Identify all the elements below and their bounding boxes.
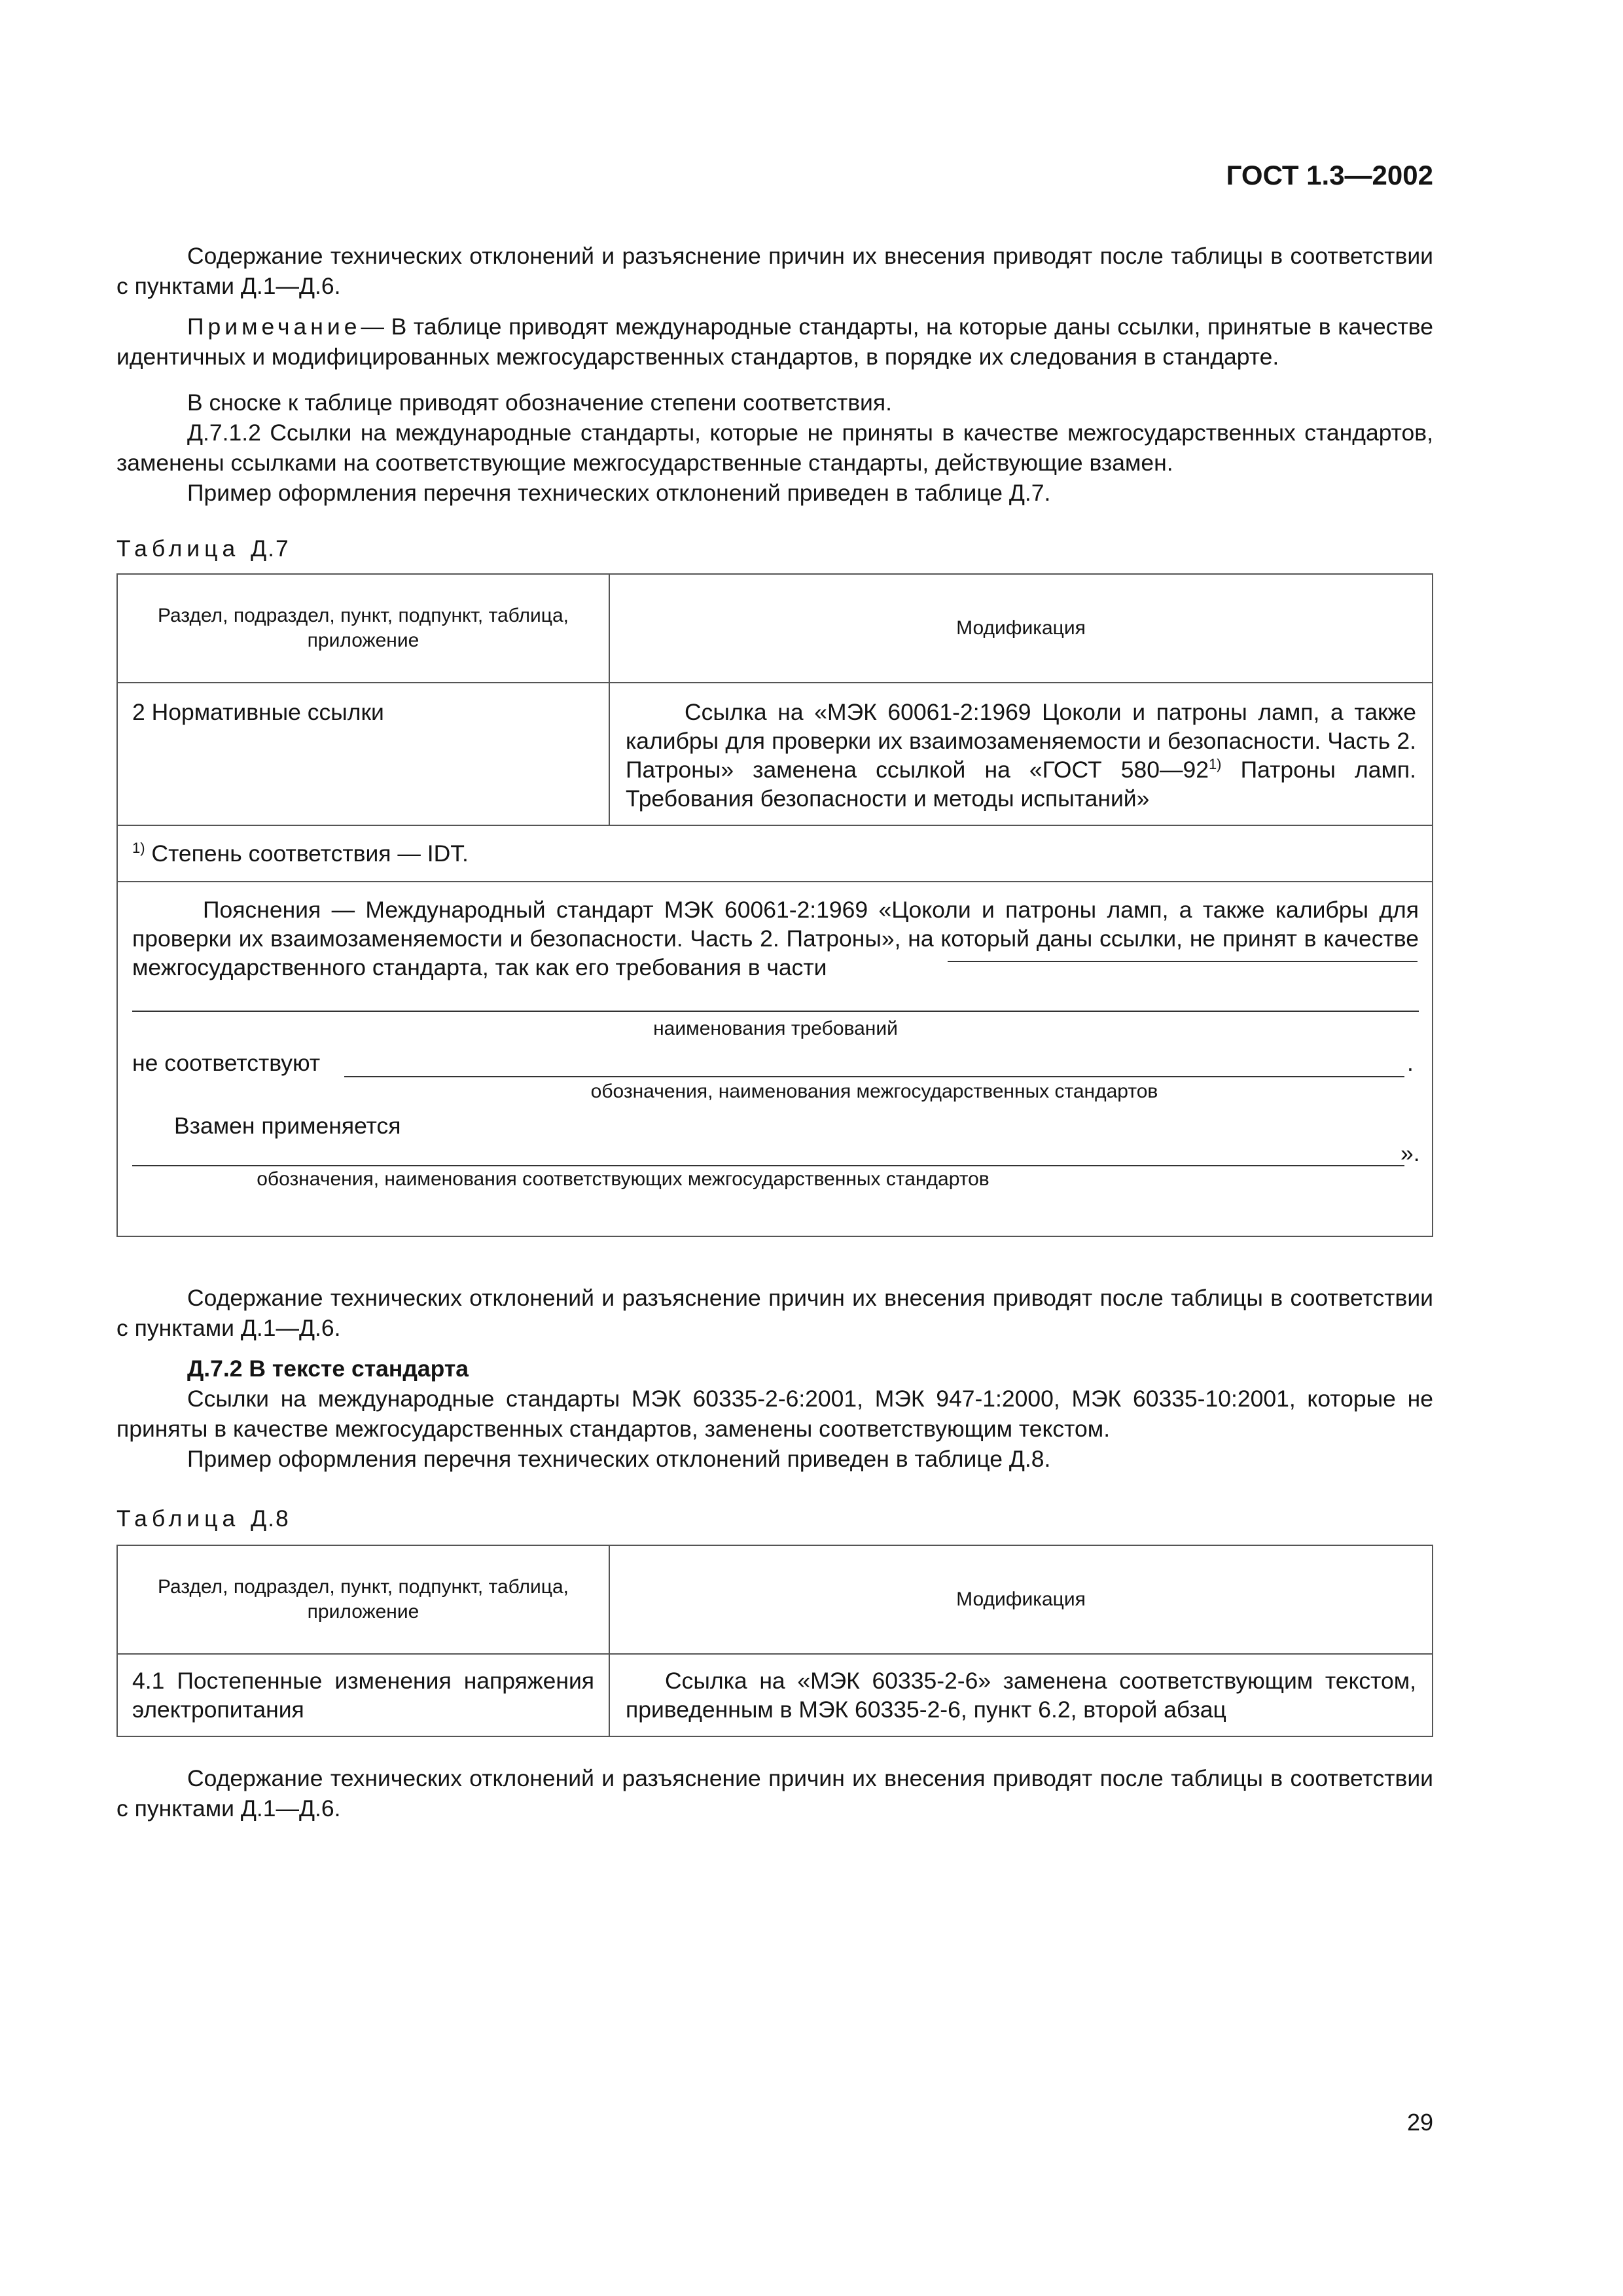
paragraph: В сноске к таблице приводят обозначение степени соответствия. xyxy=(187,389,892,416)
note-paragraph xyxy=(116,312,1433,372)
table-caption xyxy=(116,535,290,562)
footnote-marker: 1) xyxy=(1208,756,1222,773)
table-cell-section: 2 Нормативные ссылки xyxy=(117,683,609,825)
document-code-header: ГОСТ 1.3—2002 xyxy=(1226,160,1433,190)
footnote-marker: 1) xyxy=(132,840,145,857)
note-label: Примечание xyxy=(187,314,361,340)
table-cell-modification xyxy=(609,683,1433,825)
modification-text: Ссылка на «МЭК 60061-2:1969 Цоколи и патроны ламп, а также калибры для проверки их взаимозаменяемости и безопасности. Часть 2. Патроны» заменена ссылкой на «ГОСТ 580—92 xyxy=(626,699,1416,783)
modification-text-end: Патроны ламп. Требования безопасности и методы испытаний» xyxy=(626,757,1416,812)
paragraph: Содержание технических отклонений и разъяснение причин их внесения приводят после таблицы в соответствии с пунктами Д.1—Д.6. xyxy=(116,243,1433,299)
table-header-modification: Модификация xyxy=(609,574,1433,683)
paragraph: Ссылки на международные стандарты МЭК 60335-2-6:2001, МЭК 947-1:2000, МЭК 60335-10:2001, которые не приняты в качестве межгосударственных стандартов, заменены соответствующим текстом. xyxy=(116,1386,1433,1442)
fill-line xyxy=(132,1165,1404,1166)
table-header-modification: Модификация xyxy=(609,1545,1433,1654)
paragraph: Пример оформления перечня технических отклонений приведен в таблице Д.8. xyxy=(187,1446,1051,1472)
explanation-text: Пояснения — Международный стандарт МЭК 60061-2:1969 «Цоколи и патроны ламп, а также калибры для проверки их взаимозаменяемости и безопасности. Часть 2. Патроны», на который даны ссылки, не принят в качестве межгосударственного стандарта, так как его требования в части xyxy=(132,897,1419,980)
caption-word: Таблица xyxy=(116,535,240,562)
paragraph: Содержание технических отклонений и разъяснение причин их внесения приводят после таблицы в соответствии с пунктами Д.1—Д.6. xyxy=(116,1765,1433,1821)
caption-word: Таблица xyxy=(116,1505,240,1532)
explanation-block xyxy=(117,882,1433,1236)
table-header-section: Раздел, подраздел, пункт, подпункт, таблица, приложение xyxy=(117,1545,609,1654)
period: . xyxy=(1407,1050,1414,1076)
table-d8 xyxy=(116,1545,1433,1737)
paragraph: Д.7.1.2 Ссылки на международные стандарты, которые не приняты в качестве межгосударственных стандартов, заменены ссылками на соответствующие межгосударственные стандарты, действующие взамен. xyxy=(116,420,1433,476)
note-text: — В таблице приводят международные стандарты, на которые даны ссылки, принятые в качестве идентичных и модифицированных межгосударственных стандартов, в порядке их следования в стандарте. xyxy=(116,314,1433,370)
fill-line xyxy=(132,1011,1419,1012)
not-conform-label: не соответствуют xyxy=(132,1050,321,1076)
instead-label: Взамен применяется xyxy=(174,1113,401,1139)
fill-line xyxy=(948,961,1418,962)
footnote-text: Степень соответствия — IDT. xyxy=(145,840,469,867)
caption-designations: обозначения, наименования межгосударственных стандартов xyxy=(590,1081,1158,1102)
table-cell-modification: Ссылка на «МЭК 60335-2-6» заменена соответствующим текстом, приведенным в МЭК 60335-2-6, пункт 6.2, второй абзац xyxy=(609,1654,1433,1736)
closing-quote: ». xyxy=(1400,1140,1420,1166)
caption-number: Д.8 xyxy=(251,1505,290,1532)
section-heading: Д.7.2 В тексте стандарта xyxy=(187,1355,469,1382)
table-d7 xyxy=(116,573,1433,1237)
page-number: 29 xyxy=(1406,2109,1433,2136)
table-footnote xyxy=(117,825,1433,882)
paragraph: Содержание технических отклонений и разъяснение причин их внесения приводят после таблицы в соответствии с пунктами Д.1—Д.6. xyxy=(116,1285,1433,1341)
table-header-section: Раздел, подраздел, пункт, подпункт, таблица, приложение xyxy=(117,574,609,683)
table-cell-section: 4.1 Постепенные изменения напряжения электропитания xyxy=(117,1654,609,1736)
caption-corresponding: обозначения, наименования соответствующих межгосударственных стандартов xyxy=(257,1168,990,1190)
caption-number: Д.7 xyxy=(251,535,290,562)
paragraph: Пример оформления перечня технических отклонений приведен в таблице Д.7. xyxy=(187,480,1051,506)
caption-requirements: наименования требований xyxy=(653,1018,898,1039)
table-caption xyxy=(116,1505,290,1532)
fill-line xyxy=(344,1076,1404,1077)
